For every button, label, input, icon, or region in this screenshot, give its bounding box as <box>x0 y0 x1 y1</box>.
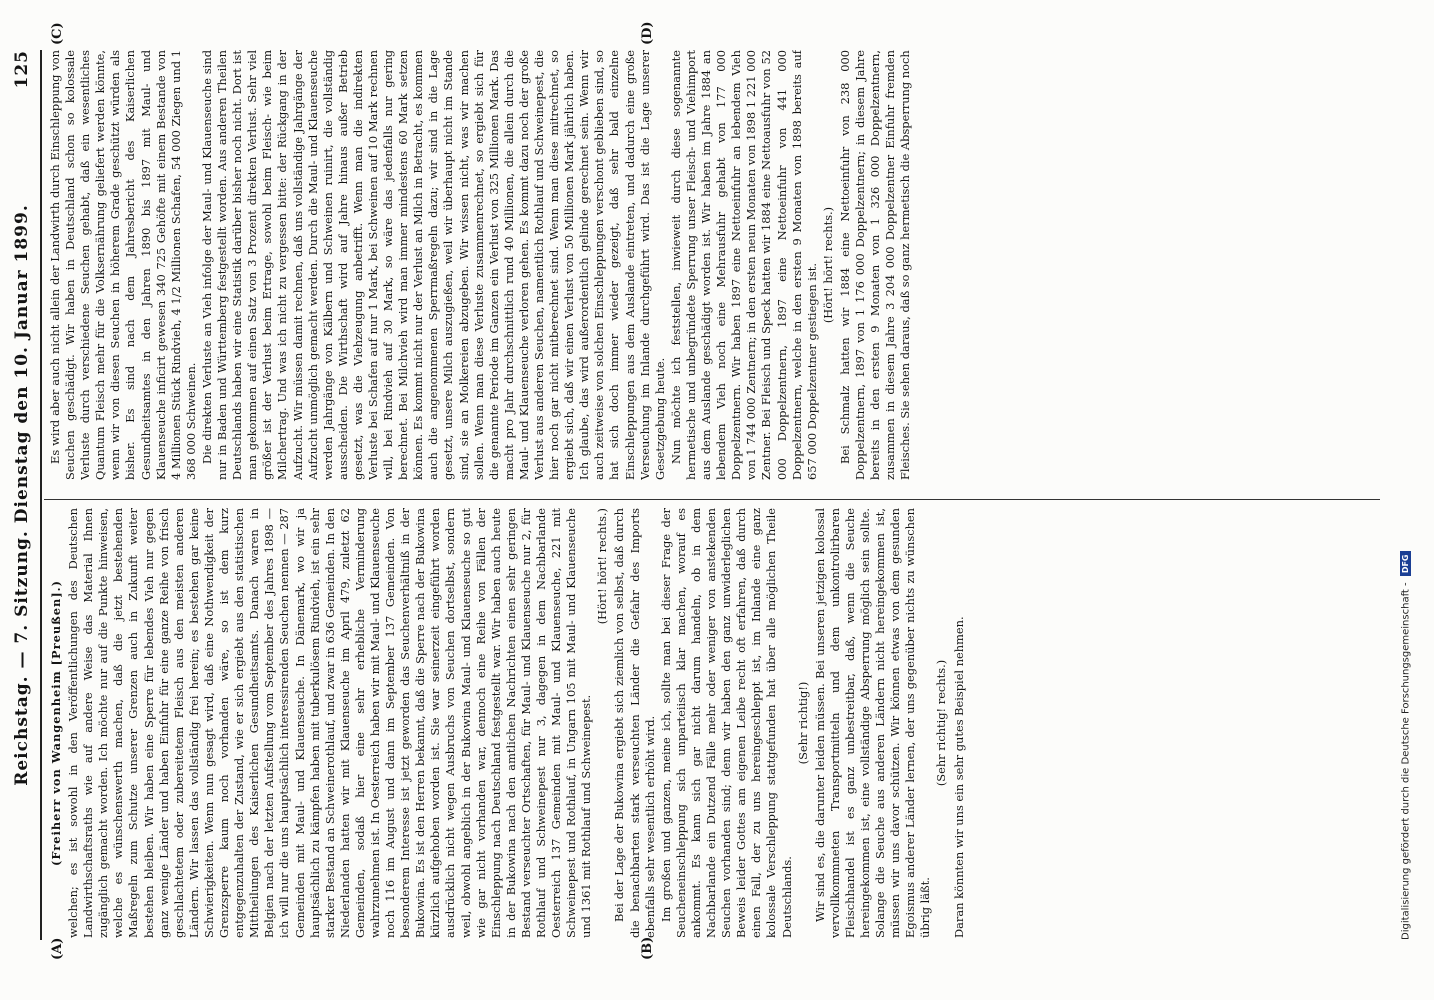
interjection: (Hört! hört! rechts.) <box>595 508 610 625</box>
footer-text: Digitalisierung gefördert durch die Deutsche Forschungsgemeinschaft - <box>1400 582 1412 940</box>
digitization-footer <box>1400 50 1412 940</box>
left-column <box>48 508 1378 938</box>
right-paragraph: Nun möchte ich feststellen, inwieweit durch diese sogenannte hermetische und unbegründete Sperrung unser Fleisch- und Viehimport aus dem Auslande geschädigt worden ist. Wir haben im Jahre 1884 an lebendem Vieh noch eine Mehrausfuhr gehabt von 177 000 Doppelzentnern. Wir haben 1897 eine Nettoeinfuhr an lebendem Vieh von 1 744 000 Zentnern; in den ersten neun Monaten von 1898 1 221 000 Zentner. Bei Fleisch und Speck hatten wir 1884 eine Nettoausfuhr von 52 000 Doppelzentnern, 1897 eine Nettoeinfuhr von 441 000 Doppelzentnern, welche in den ersten 9 Monaten von 1898 bereits auf 657 000 Doppelzentner gestiegen ist. <box>668 50 819 480</box>
left-paragraph: Bei der Lage der Bukowina ergiebt sich ziemlich von selbst, daß durch die benachbarten stark verseuchten Länder die Gefahr des Imports ebenfalls sehr wesentlich erhöht wird. <box>612 508 657 938</box>
left-paragraph: welchen; es ist sowohl in den Veröffentlichungen des Deutschen Landwirthschaftsraths wie auf andere Weise das Material Ihnen zugänglich gemacht worden. Ich möchte nur auf die Punkte hinweisen, welche es wünschenswerth machen, daß die jetzt bestehenden Maßregeln zum Schutze unserer Grenzen auch in Zukunft weiter bestehen bleiben. Wir haben eine Sperre für lebendes Vieh nur gegen ganz wenige Länder und haben Einfuhr für eine ganze Reihe von frisch geschlachtetem oder zubereitetem Fleisch aus den meisten anderen Ländern. Wir lassen das vollständig frei herein; es bestehen gar keine Schwierigkeiten. Wenn nun gesagt wird, daß eine Nothwendigkeit der Grenzsperre kaum noch vorhanden wäre, so ist dem kurz entgegenzuhalten der Zustand, wie er sich ergiebt aus den statistischen Mittheilungen des Kaiserlichen Gesundheitsamts. Danach waren in Belgien nach der letzten Aufstellung vom September des Jahres 1898 — ich will nur die uns hauptsächlich interessirenden Seuchen nennen — 287 Gemeinden mit Maul- und Klauenseuche. In Dänemark, wo wir ja hauptsächlich zu kämpfen haben mit tuberkulösem Rindvieh, ist ein sehr starker Bestand an Schweinerothlauf, und zwar in 636 Gemeinden. In den Niederlanden hatten wir mit Klauenseuche im April 479, zuletzt 62 Gemeinden, sodaß hier eine sehr erhebliche Verminderung wahrzunehmen ist. In Oesterreich haben wir mit Maul- und Klauenseuche noch 116 im August und dann im September 137 Gemeinden. Von besonderem Interesse ist jetzt geworden das Seuchenverhältniß in der Bukowina. Es ist den Herren bekannt, daß die Sperre nach der Bukowina kürzlich aufgehoben worden ist. Sie war seinerzeit eingeführt worden ausdrücklich nicht wegen Ausbruchs von Seuchen dortselbst, sondern weil, obwohl angeblich in der Bukowina Maul- und Klauenseuche so gut wie gar nicht vorhanden war, dennoch eine Reihe von Fällen der Einschleppung nach Deutschland festgestellt war. Wir haben auch heute in der Bukowina nach den amtlichen Nachrichten einen sehr geringen Bestand verseuchter Ortschaften, für Maul- und Klauenseuche nur 2, für Rothlauf und Schweinepest nur 3, dagegen in dem Nachbarlande Oesterreich 137 Gemeinden mit Maul- und Klauenseuche, 221 mit Schweinepest und Rothlauf, in Ungarn 105 mit Maul- und Klauenseuche und 1361 mit Rothlauf und Schweinepest. <box>66 508 594 938</box>
speaker-name: (Freiherr von Wangenheim [Preußen].) <box>49 579 63 867</box>
left-paragraph: Im großen und ganzen, meine ich, sollte man bei dieser Frage der Seucheneinschleppung sich unparteiisch klar machen, worauf es ankommt. Es kann sich gar nicht darum handeln, ob in dem Nachbarlande ein Dutzend Fälle mehr oder weniger von anstekenden Seuchen vorhanden sind; denn wir haben den ganz unwiderleglichen Beweis leider Gottes am eigenen Leibe recht oft erfahren, daß durch einen Fall, der zu uns hereingeschleppt ist, im Inlande eine ganz kolossale Verschleppung stattgefunden hat über alle möglichen Theile Deutschlands. <box>658 508 794 938</box>
dfg-logo: DFG <box>1400 552 1411 577</box>
header-rule <box>40 50 42 940</box>
margin-marker-c: (C) <box>50 22 65 45</box>
interjection: (Hört! hört! rechts.) <box>820 206 835 324</box>
right-paragraph: Es wird aber auch nicht allein der Landwirth durch Einschleppung von Seuchen geschädigt. Wir haben in Deutschland schon so kolossale Verluste durch verschiedene Seuchen gehabt, daß ein wesentliches Quantum Fleisch mehr für die Volksernährung geliefert werden könnte, wenn wir von diesen Seuchen in höherem Grade geschützt würden als bisher. Es sind nach dem Jahresbericht des Kaiserlichen Gesundheitsamtes in den Jahren 1890 bis 1897 mit Maul- und Klauenseuche inficirt gewesen 340 725 Gehöfte mit einem Bestande von 4 Millionen Stück Rindvieh, 4 1/2 Millionen Schafen, 54 000 Ziegen und 1 368 000 Schweinen. <box>48 50 198 480</box>
page-title: Reichstag. — 7. Sitzung. Dienstag den 10. Januar 1899. <box>12 204 32 786</box>
right-paragraph: Die direkten Verluste an Vieh infolge der Maul- und Klauenseuche sind nur in Baden und Württemberg festgestellt worden. Aus anderen Theilen Deutschlands haben wir eine Statistik darüber bisher noch nicht. Dort ist man gekommen auf einen Satz von 3 Prozent direkten Verlust. Sehr viel größer ist der Verlust beim Ertrage, sowohl beim Fleisch- wie beim Milchertrag. Und was ich nicht zu vergessen bitte: der Rückgang in der Aufzucht. Wir müssen damit rechnen, daß uns vollständige Jahrgänge der Aufzucht unmöglich gemacht werden. Durch die Maul- und Klauenseuche werden Jahrgänge von Kälbern und Schweinen ruinirt, die vollständig ausscheiden. Die Wirthschaft wird auf Jahre hinaus außer Betrieb gesetzt, was die Viehzeugung anbetrifft. Wenn man die indirekten Verluste bei Schafen auf nur 1 Mark, bei Schweinen auf 10 Mark rechnen will, bei Rindvieh auf 30 Mark, so wäre das jedenfalls nur gering berechnet. Bei Milchvieh wird man immer mindestens 60 Mark setzen können. Es kommt nicht nur der Verlust an Milch in Betracht, es kommen auch die angenommenen Sperrmaßregeln dazu; wir sind in die Lage gesetzt, unsere Milch auszugießen, weil wir überhaupt nicht im Stande sind, sie an Molkereien abzugeben. Wir wissen nicht, was wir machen sollen. Wenn man diese Verluste zusammenrechnet, so ergiebt sich für die genannte Periode im Ganzen ein Verlust von 325 Millionen Mark. Das macht pro Jahr durchschnittlich rund 40 Millionen, die allein durch die Maul- und Klauenseuche verloren gehen. Es kommt dazu noch der große Verlust aus anderen Seuchen, namentlich Rothlauf und Schweinepest, die hier noch gar nicht mitberechnet sind. Wenn man diese mitrechnet, so ergiebt sich, daß wir einen Verlust von 50 Millionen Mark jährlich haben. Ich glaube, das wird außerordentlich gelinde gerechnet sein. Wenn wir auch zeitweise von solchen Einschleppungen verschont geblieben sind, so hat sich doch immer wieder gezeigt, daß sehr bald einzelne Einschleppungen aus dem Auslande eintreten, und dadurch eine große Verseuchung im Inlande durchgeführt wird. Das ist die Lage unserer Gesetzgebung heute. <box>199 50 667 480</box>
interjection: (Sehr richtig! rechts.) <box>934 659 949 787</box>
right-column <box>48 50 1378 480</box>
page-header <box>12 50 38 940</box>
interjection: (Sehr richtig!) <box>795 681 810 765</box>
column-divider <box>44 499 1380 500</box>
page-number: 125 <box>12 50 32 89</box>
margin-marker-d: (D) <box>640 21 655 45</box>
left-paragraph: Wir sind es, die darunter leiden müssen. Bei unseren jetzigen kolossal vervollkommneten Transportmitteln und dem unkontrolirbaren Fleischhandel ist es ganz unbestreitbar, daß, wenn die Seuche hereingekommen ist, eine vollständige Absperrung möglich sein sollte. Solange die Seuche aus anderen Ländern nicht hereingekommen ist, müssen wir uns davor schützen. Wir können etwas von dem gesunden Egoismus anderer Länder lernen, der uns gegenüber nichts zu wünschen übrig läßt. <box>812 508 933 938</box>
margin-marker-a: (A) <box>50 937 65 960</box>
right-paragraph-last: Bei Schmalz hatten wir 1884 eine Nettoeinfuhr von 238 000 Doppelzentnern, 1897 von 1 176 000 Doppelzentnern; in diesem Jahre bereits in den ersten 9 Monaten von 1 326 000 Doppelzentnern, zusammen in diesem Jahre 3 204 000 Doppelzentner Einfuhr fremden Fleisches. Sie sehen daraus, daß so ganz hermetisch die Absperrung noch <box>837 50 913 480</box>
margin-marker-b: (B) <box>640 936 655 960</box>
left-paragraph-last: Daran könnten wir uns ein sehr gutes Beispiel nehmen. <box>951 616 966 938</box>
